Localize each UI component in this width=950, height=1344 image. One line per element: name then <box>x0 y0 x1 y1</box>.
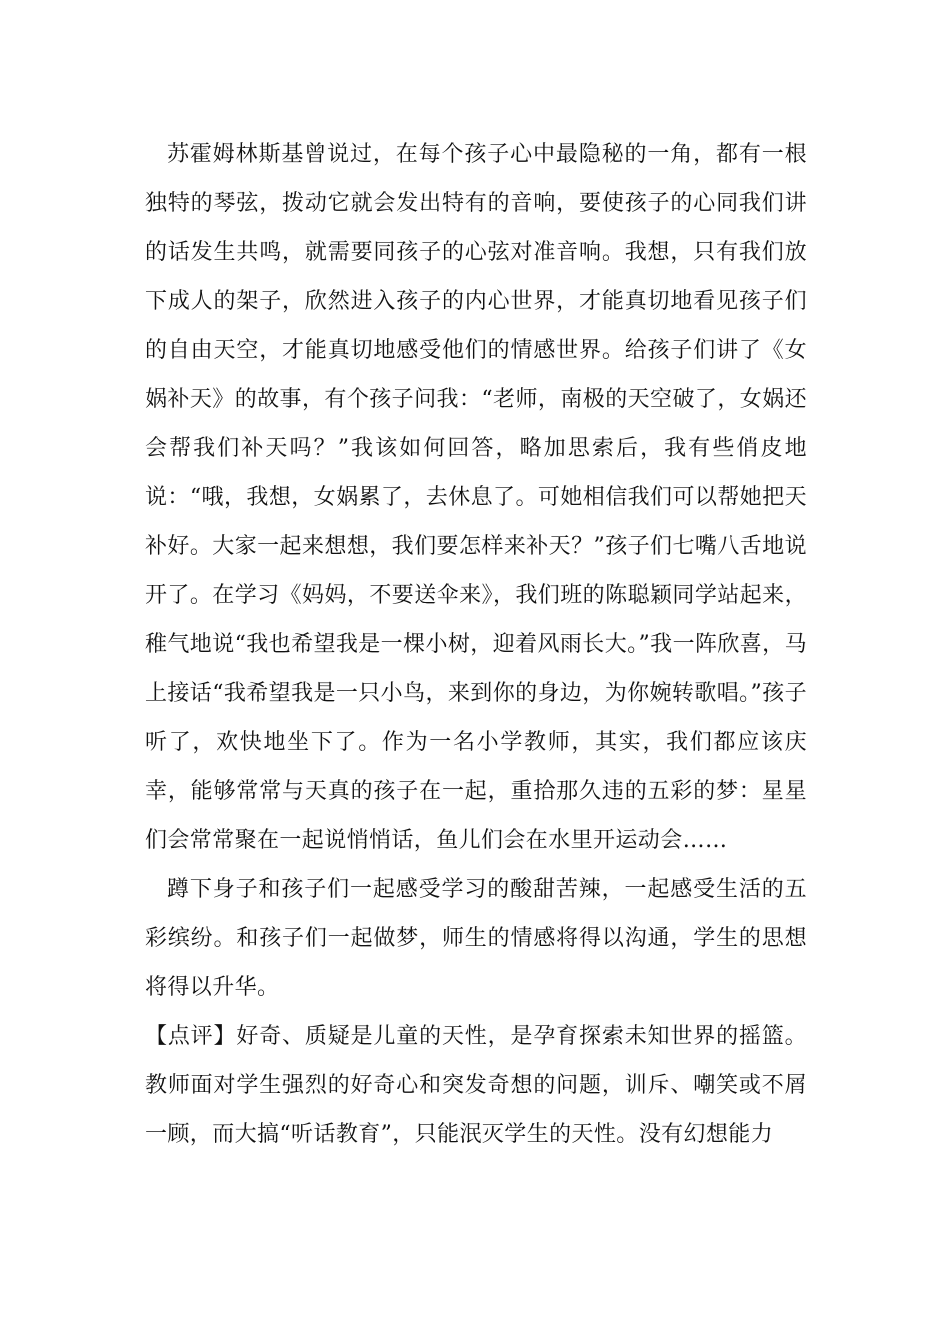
body-paragraph-1: 苏霍姆林斯基曾说过，在每个孩子心中最隐秘的一角，都有一根独特的琴弦，拨动它就会发出特有的音响，要使孩子的心同我们讲的话发生共鸣，就需要同孩子的心弦对准音响。我想，只有我们放下成人的架子，欣然进入孩子的内心世界，才能真切地看见孩子们的自由天空，才能真切地感受他们的情感世界。给孩子们讲了《女娲补天》的故事，有个孩子问我：“老师，南极的天空破了，女娲还会帮我们补天吗？”我该如何回答，略加思索后，我有些俏皮地说：“哦，我想，女娲累了，去休息了。可她相信我们可以帮她把天补好。大家一起来想想，我们要怎样来补天？”孩子们七嘴八舌地说开了。在学习《妈妈，不要送伞来》，我们班的陈聪颖同学站起来，稚气地说“我也希望我是一棵小树，迎着风雨长大。”我一阵欣喜，马上接话“我希望我是一只小鸟，来到你的身边，为你婉转歌唱。”孩子听了，欢快地坐下了。作为一名小学教师，其实，我们都应该庆幸，能够常常与天真的孩子在一起，重拾那久违的五彩的梦：星星们会常常聚在一起说悄悄话，鱼儿们会在水里开运动会…… <box>145 142 807 853</box>
commentary-paragraph: 【点评】好奇、质疑是儿童的天性，是孕育探索未知世界的摇篮。教师面对学生强烈的好奇心和突发奇想的问题，训斥、嘲笑或不屑一顾，而大搞“听话教育”，只能泯灭学生的天性。没有幻想能力 <box>145 1024 807 1147</box>
body-paragraph-2: 蹲下身子和孩子们一起感受学习的酸甜苦辣，一起感受生活的五彩缤纷。和孩子们一起做梦，师生的情感将得以沟通，学生的思想将得以升华。 <box>145 877 807 1000</box>
document-page <box>145 130 807 1159</box>
